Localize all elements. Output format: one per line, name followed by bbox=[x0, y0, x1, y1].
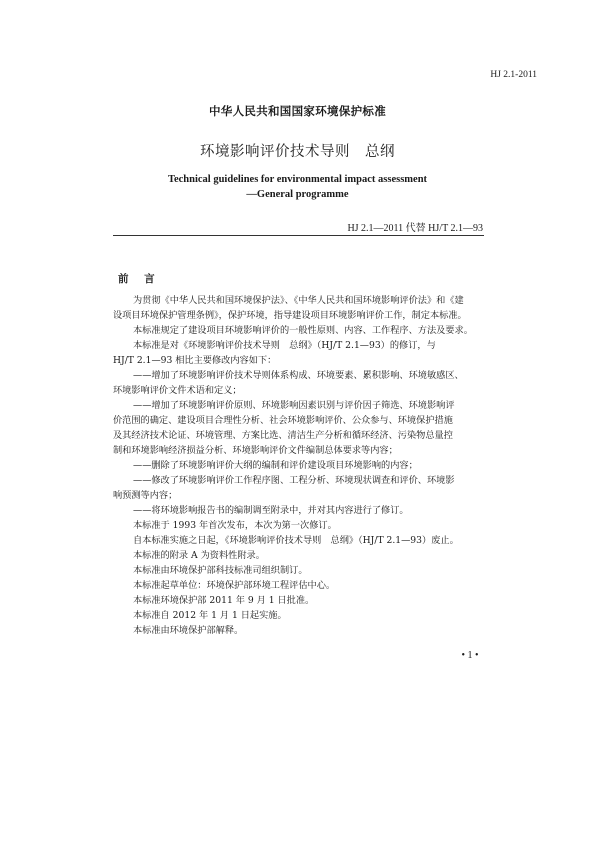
paragraph-line: 本标准起草单位：环境保护部环境工程评估中心。 bbox=[133, 580, 336, 591]
paragraph-line: 环境影响评价文件术语和定义； bbox=[113, 385, 242, 396]
page-number: • 1 • bbox=[461, 650, 479, 661]
issuing-authority: 中华人民共和国国家环境保护标准 bbox=[209, 104, 386, 118]
paragraph-line: 自本标准实施之日起，《环境影响评价技术导则 总纲》（HJ/T 2.1—93）废止。 bbox=[133, 535, 459, 546]
paragraph-line: ——增加了环境影响评价技术导则体系构成、环境要素、累积影响、环境敏感区、 bbox=[133, 370, 464, 381]
paragraph-line: 及其经济技术论证、环境管理、方案比选、清洁生产分析和循环经济、污染物总量控 bbox=[113, 430, 453, 441]
paragraph-line: 本标准自 2012 年 1 月 1 日起实施。 bbox=[133, 610, 287, 621]
header-divider bbox=[113, 235, 484, 236]
paragraph-line: 响预测等内容； bbox=[113, 490, 178, 501]
document-title-en-line1: Technical guidelines for environmental impact assessment bbox=[167, 174, 428, 185]
paragraph-line: 为贯彻《中华人民共和国环境保护法》、《中华人民共和国环境影响评价法》和《建 bbox=[133, 295, 464, 306]
paragraph-line: 本标准规定了建设项目环境影响评价的一般性原则、内容、工作程序、方法及要求。 bbox=[133, 325, 473, 336]
paragraph-line: 本标准环境保护部 2011 年 9 月 1 日批准。 bbox=[133, 595, 315, 606]
paragraph-line: 价范围的确定、建设项目合理性分析、社会环境影响评价、公众参与、环境保护措施 bbox=[113, 415, 453, 426]
paragraph-line: 本标准由环境保护部科技标准司组织制订。 bbox=[133, 565, 308, 576]
paragraph-line: ——修改了环境影响评价工作程序图、工程分析、环境现状调查和评价、环境影 bbox=[133, 475, 455, 486]
paragraph-line: HJ/T 2.1—93 相比主要修改内容如下： bbox=[113, 355, 277, 366]
document-title-en-line2: —General programme bbox=[246, 189, 349, 200]
paragraph-line: ——将环境影响报告书的编制调至附录中，并对其内容进行了修订。 bbox=[133, 505, 409, 516]
replaces-standard: HJ 2.1—2011 代替 HJ/T 2.1—93 bbox=[347, 223, 483, 234]
paragraph-line: 本标准是对《环境影响评价技术导则 总纲》（HJ/T 2.1—93）的修订，与 bbox=[133, 340, 436, 351]
paragraph-line: 本标准于 1993 年首次发布，本次为第一次修订。 bbox=[133, 520, 337, 531]
paragraph-line: 本标准的附录 A 为资料性附录。 bbox=[133, 550, 265, 561]
section-heading-foreword: 前 言 bbox=[118, 273, 161, 285]
document-title-cn: 环境影响评价技术导则 总纲 bbox=[200, 144, 395, 160]
paragraph-line: 设项目环境保护管理条例》，保护环境，指导建设项目环境影响评价工作，制定本标准。 bbox=[113, 310, 467, 321]
paragraph-line: ——增加了环境影响评价原则、环境影响因素识别与评价因子筛选、环境影响评 bbox=[133, 400, 455, 411]
paragraph-line: 本标准由环境保护部解释。 bbox=[133, 625, 244, 636]
foreword-body bbox=[113, 293, 484, 638]
paragraph-line: 制和环境影响经济损益分析、环境影响评价文件编制总体要求等内容； bbox=[113, 445, 398, 456]
standard-code: HJ 2.1-2011 bbox=[490, 70, 537, 80]
paragraph-line: ——删除了环境影响评价大纲的编制和评价建设项目环境影响的内容； bbox=[133, 460, 418, 471]
